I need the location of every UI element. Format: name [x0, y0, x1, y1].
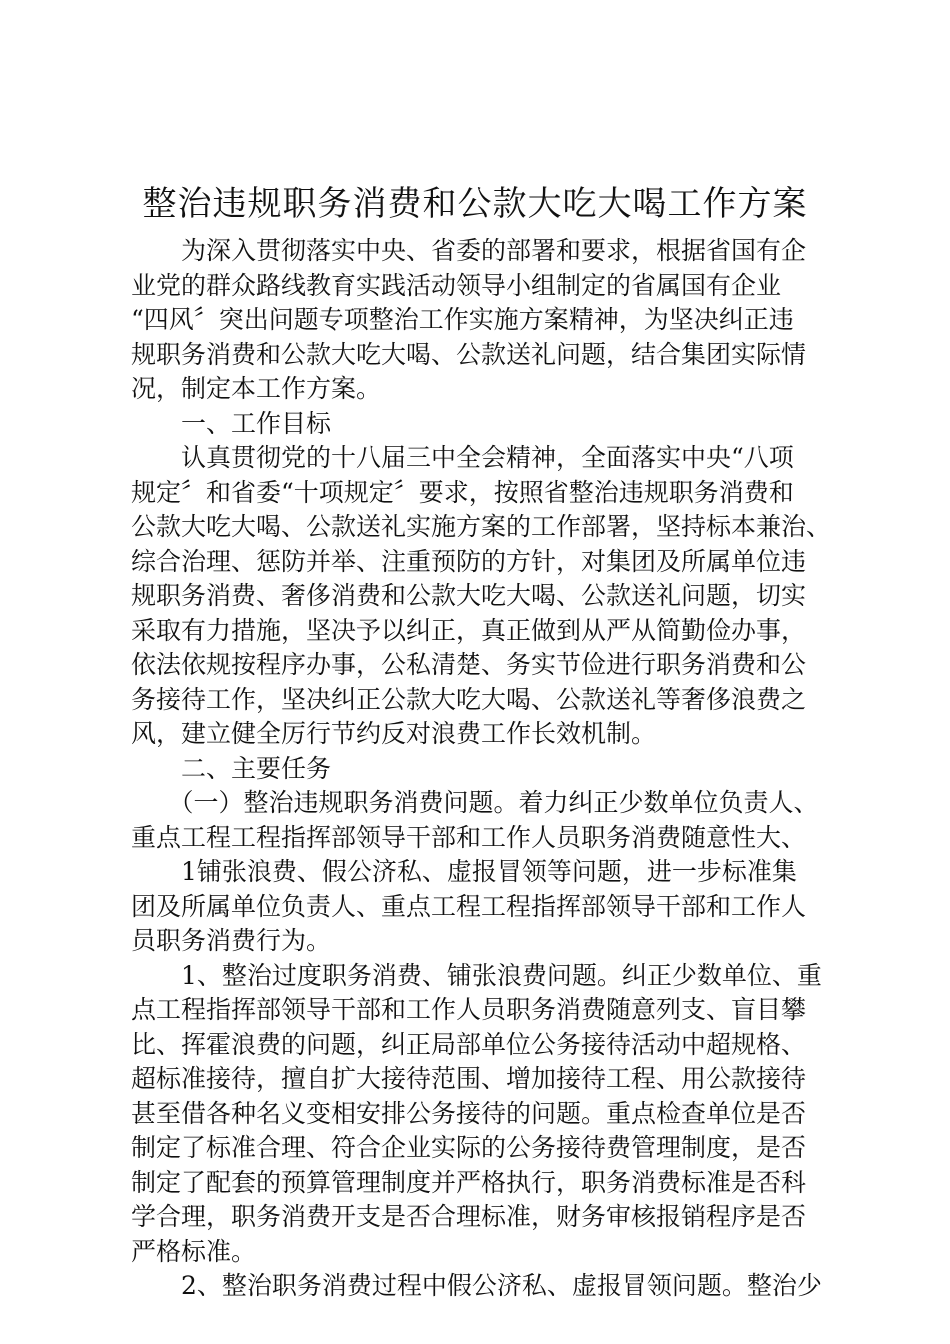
text-line: 2、整治职务消费过程中假公济私、虚报冒领问题。整治少	[131, 1271, 822, 1300]
document-title: 整治违规职务消费和公款大吃大喝工作方案	[142, 184, 808, 224]
text-line: 况，制定本工作方案。	[131, 374, 382, 403]
text-line: 二、主要任务	[131, 753, 332, 783]
text-line: （一）整治违规职务消费问题。着力纠正少数单位负责人、	[131, 788, 819, 817]
text-line: 务接待工作，坚决纠正公款大吃大喝、公款送礼等奢侈浪费之	[131, 684, 807, 714]
text-line: 风，建立健全厉行节约反对浪费工作长效机制。	[131, 719, 657, 748]
text-line: 学合理，职务消费开支是否合理标准，财务审核报销程序是否	[131, 1202, 807, 1231]
text-line: 为深入贯彻落实中央、省委的部署和要求，根据省国有企	[131, 236, 807, 265]
text-line: “四风〞突出问题专项整治工作实施方案精神，为坚决纠正违	[131, 305, 794, 334]
text-line: 综合治理、惩防并举、注重预防的方针，对集团及所属单位违	[131, 546, 807, 576]
text-line: 超标准接待，擅自扩大接待范围、增加接待工程、用公款接待	[131, 1064, 807, 1093]
text-line: 规定〞和省委“十项规定〞要求，按照省整治违规职务消费和	[131, 477, 794, 507]
document-body	[131, 234, 831, 1304]
text-line: 业党的群众路线教育实践活动领导小组制定的省属国有企业	[131, 270, 782, 300]
text-line: 规职务消费、奢侈消费和公款大吃大喝、公款送礼问题，切实	[131, 581, 807, 610]
text-line: 点工程指挥部领导干部和工作人员职务消费随意列支、盲目攀	[131, 995, 807, 1024]
text-line: 一、工作目标	[131, 408, 332, 438]
text-line: 比、挥霍浪费的问题，纠正局部单位公务接待活动中超规格、	[131, 1029, 807, 1059]
text-line: 制定了配套的预算管理制度并严格执行，职务消费标准是否科	[131, 1167, 807, 1197]
text-line: 重点工程工程指挥部领导干部和工作人员职务消费随意性大、	[131, 822, 807, 852]
text-line: 1、整治过度职务消费、铺张浪费问题。纠正少数单位、重	[131, 960, 822, 990]
text-line: 采取有力措施，坚决予以纠正，真正做到从严从简勤俭办事，	[131, 615, 807, 645]
text-line: 团及所属单位负责人、重点工程工程指挥部领导干部和工作人	[131, 891, 807, 921]
text-line: 员职务消费行为。	[131, 926, 332, 955]
text-line: 1铺张浪费、假公济私、虚报冒领等问题，进一步标准集	[131, 857, 797, 886]
text-line: 严格标准。	[131, 1236, 257, 1266]
text-line: 规职务消费和公款大吃大喝、公款送礼问题，结合集团实际情	[131, 339, 807, 369]
text-line: 甚至借各种名义变相安排公务接待的问题。重点检查单位是否	[131, 1098, 807, 1128]
text-line: 制定了标准合理、符合企业实际的公务接待费管理制度，是否	[131, 1133, 807, 1162]
text-line: 认真贯彻党的十八届三中全会精神，全面落实中央“八项	[131, 443, 794, 472]
text-line: 公款大吃大喝、公款送礼实施方案的工作部署，坚持标本兼治、	[131, 512, 832, 541]
text-line: 依法依规按程序办事，公私清楚、务实节俭进行职务消费和公	[131, 650, 807, 679]
